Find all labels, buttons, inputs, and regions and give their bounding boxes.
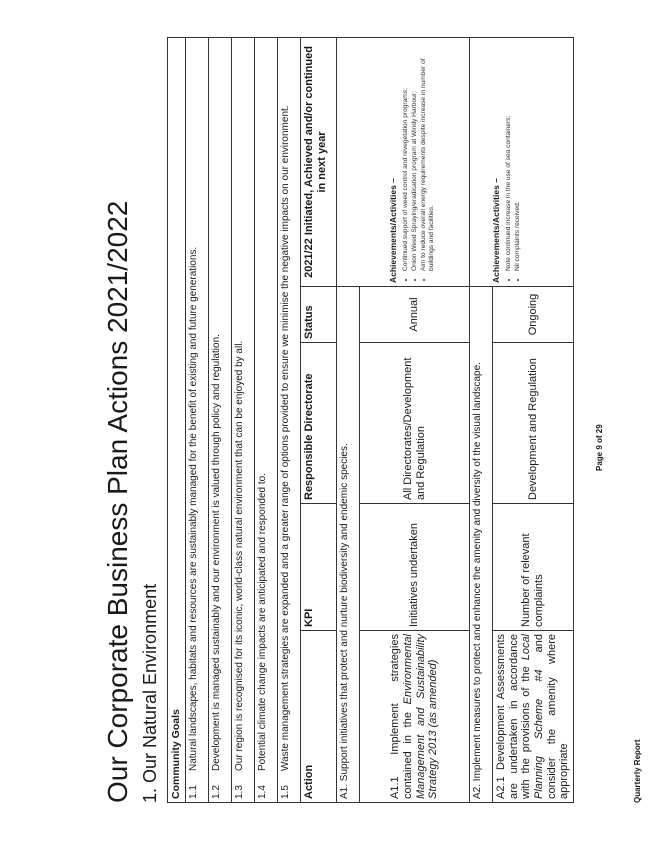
community-goal-row <box>232 37 255 802</box>
kpi-cell: Number of relevant complaints <box>493 504 574 631</box>
achievements-cell <box>337 37 470 286</box>
document-title: Our Corporate Business Plan Actions 2021/2022 <box>102 200 133 803</box>
objective-row: A2. Implement measures to protect and enhance the amenity and diversity of the visual landscape. <box>470 287 493 803</box>
goal-number: 1.3 <box>234 785 245 799</box>
action-document-title: Environmental Management and Sustainability Strategy 2013 (as amended) <box>401 634 440 799</box>
directorate-cell: Development and Regulation <box>493 343 574 504</box>
objective-row: A1. Support initiatives that protect and nurture biodiversity and endemic species. <box>337 287 360 803</box>
community-goals-heading: Community Goals <box>168 37 186 802</box>
goal-number: 1.5 <box>280 785 291 799</box>
goal-text: Potential climate change impacts are anticipated and responded to. <box>257 473 268 771</box>
action-cell <box>493 631 574 803</box>
goal-text: Development is managed sustainably and our environment is valued through policy and regulation. <box>211 334 222 771</box>
achievement-item: • Aim to reduce overall energy requirements despite increase in number of buildings and facilities. <box>420 41 436 271</box>
goal-text: Waste management strategies are expanded and a greater range of options provided to ensure we minimise the negative impacts on our environment. <box>280 105 291 771</box>
action-cell <box>360 631 470 803</box>
achievement-item: • Note continued increase in the use of sea containers; <box>505 41 513 271</box>
community-goal-row <box>255 37 278 802</box>
achievement-item: • Onion Weed Spraying/eradication program at Windy Harbour; <box>411 41 419 271</box>
community-goal-row <box>186 37 209 802</box>
action-text: and consider the amenity where appropriate <box>532 634 571 799</box>
column-header-kpi: KPI <box>301 504 337 631</box>
action-text: A1.1 Implement strategies contained in the <box>389 634 414 799</box>
goal-text: Our region is recognised for its iconic, world-class natural environment that can be enjoyed by all. <box>234 340 245 771</box>
community-goal-row <box>209 37 232 802</box>
achievements-heading: Achievements/Activities – <box>491 178 501 283</box>
status-cell: Annual <box>360 287 470 343</box>
kpi-cell: Initiatives undertaken <box>360 504 470 631</box>
achievement-item: • Nil complaints received. <box>514 41 522 271</box>
achievements-list <box>505 41 522 283</box>
goal-number: 1.4 <box>257 785 268 799</box>
business-plan-table <box>167 37 574 803</box>
column-header-status: Status <box>301 287 337 343</box>
goal-text: Natural landscapes, habitats and resources are sustainably managed for the benefit of existing and future generations. <box>188 246 199 771</box>
column-header-directorate: Responsible Directorate <box>301 343 337 504</box>
directorate-cell: All Directorates/Development and Regulation <box>360 343 470 504</box>
goal-number: 1.2 <box>211 785 222 799</box>
achievements-cell <box>470 37 574 286</box>
column-header-progress: 2021/22 Initiated, Achieved and/or continued in next year <box>301 37 337 286</box>
footer-report-name: Quarterly Report <box>633 739 642 803</box>
achievements-heading: Achievements/Activities – <box>388 178 398 283</box>
section-title: 1. Our Natural Environment <box>140 583 160 803</box>
achievement-item: • Continued support of weed control and revegetation programs; <box>402 41 410 271</box>
action-document-title: Local Planning Scheme #4 <box>520 634 545 799</box>
column-header-action: Action <box>301 631 337 803</box>
achievements-list <box>402 41 437 283</box>
community-goal-row <box>278 37 301 802</box>
action-text: A2.1 Development Assessments are undertaken in accordance with the provisions of the <box>495 634 533 799</box>
goal-number: 1.1 <box>188 785 199 799</box>
footer-page-number: Page 9 of 29 <box>595 424 604 471</box>
status-cell: Ongoing <box>493 287 574 343</box>
